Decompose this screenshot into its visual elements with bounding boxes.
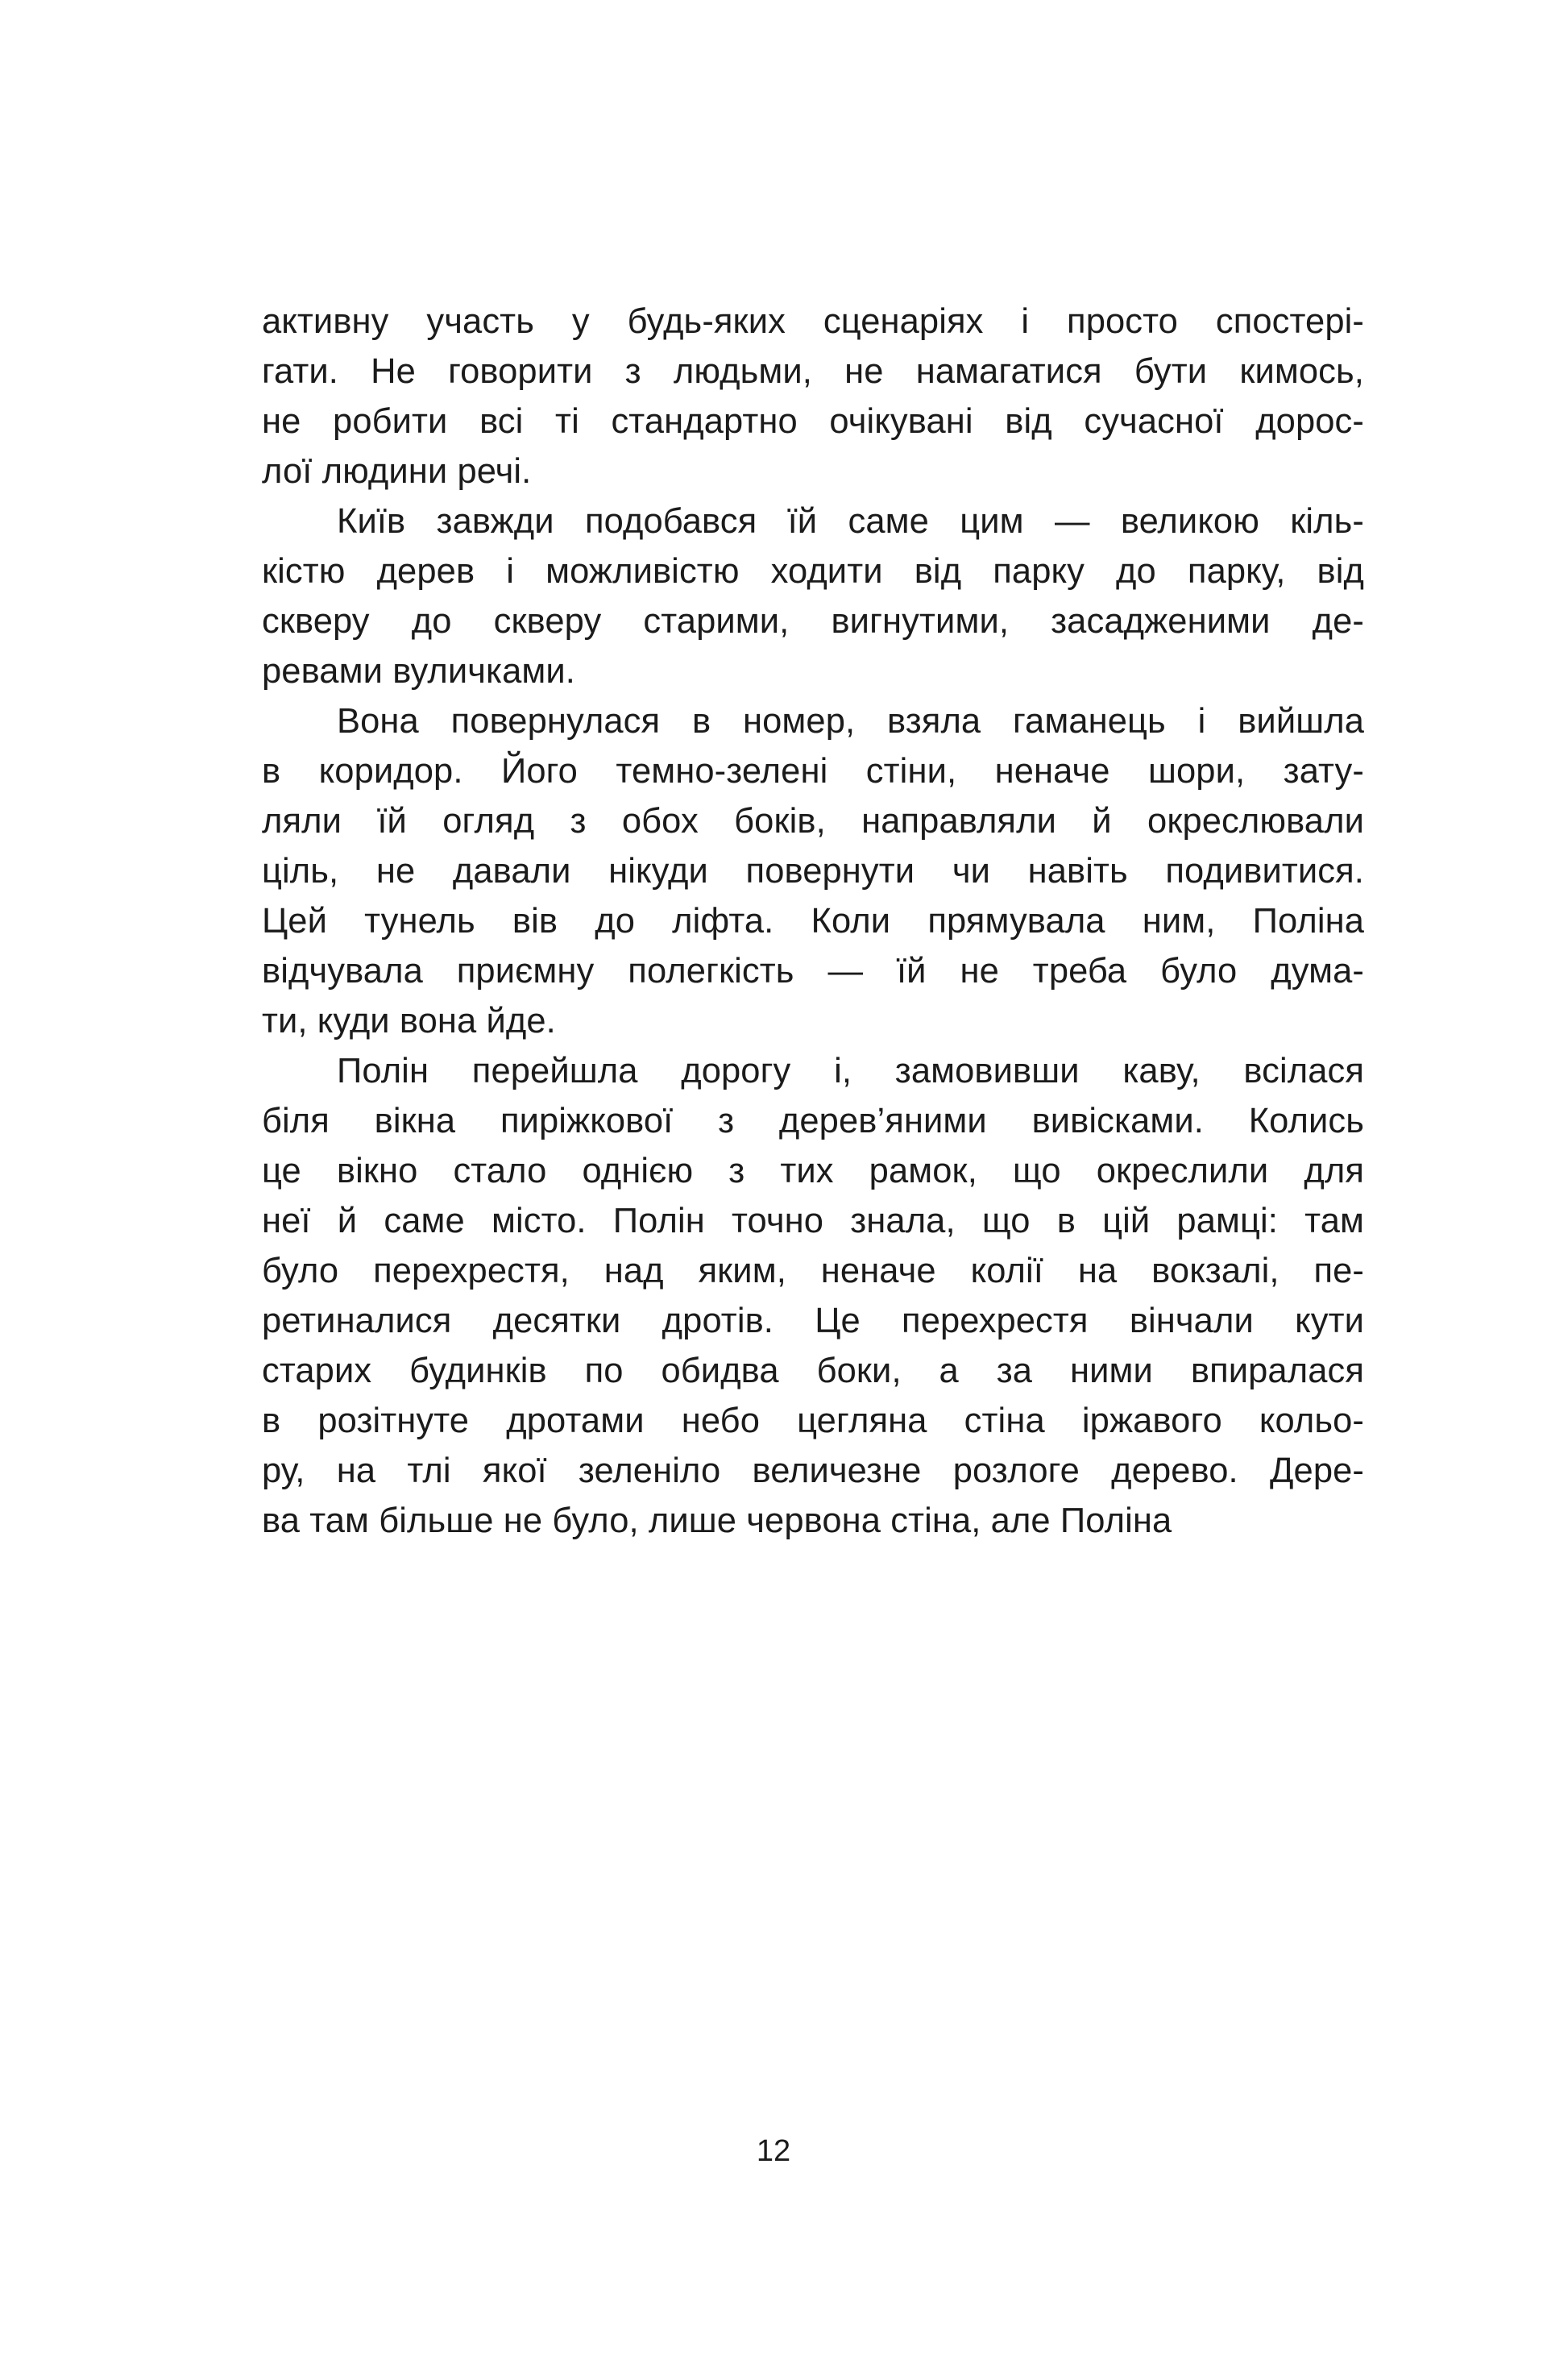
text-line: не робити всі ті стандартно очікувані від сучасної дорос- (262, 402, 1364, 441)
text-line: в коридор. Його темно-зелені стіни, неначе шори, зату- (262, 752, 1364, 791)
text-line: лої людини речі. (262, 452, 532, 491)
paragraph (262, 1046, 1364, 1546)
text-line: ляли їй огляд з обох боків, направляли й окреслювали (262, 802, 1364, 841)
text-line: активну участь у будь-яких сценаріях і просто спостері- (262, 302, 1364, 341)
page-number: 12 (756, 2134, 791, 2168)
text-line: біля вікна пиріжкової з дерев’яними вивісками. Колись (262, 1102, 1364, 1140)
text-line: старих будинків по обидва боки, а за ними впиралася (262, 1352, 1364, 1390)
text-line: ва там більше не було, лише червона стіна, але Поліна (262, 1502, 1172, 1540)
paragraph (262, 696, 1364, 1046)
text-line: Київ завжди подобався їй саме цим — великою кіль- (337, 502, 1364, 541)
paragraph (262, 297, 1364, 496)
text-line: було перехрестя, над яким, неначе колії на вокзалі, пе- (262, 1252, 1364, 1290)
page-body-text (262, 297, 1364, 1546)
text-line: ру, на тлі якої зеленіло величезне розлоге дерево. Дере- (262, 1452, 1364, 1490)
text-line: ревами вуличками. (262, 652, 575, 691)
text-line: ретиналися десятки дротів. Це перехрестя вінчали кути (262, 1302, 1364, 1340)
text-line: відчувала приємну полегкість — їй не треба було дума- (262, 952, 1364, 991)
text-line: Цей тунель вів до ліфта. Коли прямувала ним, Поліна (262, 902, 1364, 941)
text-line: це вікно стало однією з тих рамок, що окреслили для (262, 1152, 1364, 1190)
text-line: ти, куди вона йде. (262, 1002, 556, 1040)
text-line: Полін перейшла дорогу і, замовивши каву, всілася (337, 1052, 1364, 1090)
text-line: кістю дерев і можливістю ходити від парку до парку, від (262, 552, 1364, 591)
text-line: гати. Не говорити з людьми, не намагатися бути кимось, (262, 352, 1364, 391)
text-line: скверу до скверу старими, вигнутими, засадженими де- (262, 602, 1364, 641)
text-line: Вона повернулася в номер, взяла гаманець і вийшла (337, 702, 1364, 741)
paragraph (262, 496, 1364, 696)
text-line: неї й саме місто. Полін точно знала, що в цій рамці: там (262, 1202, 1364, 1240)
text-line: в розітнуте дротами небо цегляна стіна іржавого кольо- (262, 1402, 1364, 1440)
text-line: ціль, не давали нікуди повернути чи навіть подивитися. (262, 852, 1364, 891)
